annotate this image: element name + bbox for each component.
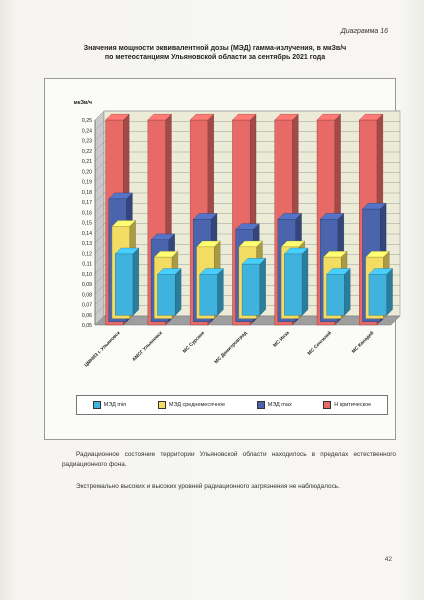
bar [115, 254, 133, 316]
x-tick-label: МС Димитровград [214, 330, 249, 366]
y-tick-label: 0,11 [82, 261, 92, 268]
legend-label: Н критическое [334, 402, 372, 408]
y-tick-label: 0,17 [81, 200, 92, 206]
y-tick-label: 0,23 [81, 138, 92, 145]
legend-item [323, 401, 371, 409]
x-tick-label: ЦМНИЗ г. Ульяновск [83, 330, 122, 369]
page-number: 42 [384, 556, 392, 563]
bar [200, 274, 218, 315]
y-tick-label: 0,08 [81, 292, 92, 299]
bar-side [387, 268, 393, 315]
diagram-number: Диаграмма 16 [340, 28, 388, 35]
bar [369, 274, 387, 315]
legend-swatch [158, 401, 166, 409]
bar-side [344, 268, 350, 315]
paragraph-no-contamination: Экстремально высоких и высоких уровней радиационного загрязнения не наблюдалось. [76, 483, 340, 490]
bar-side [260, 258, 266, 315]
bar-side [175, 268, 181, 315]
y-tick-label: 0,13 [81, 241, 92, 247]
y-tick-label: 0,19 [81, 179, 92, 186]
legend-swatch [257, 401, 265, 409]
y-tick-label: 0,21 [81, 159, 92, 165]
y-tick-label: 0,05 [81, 323, 92, 329]
legend-swatch [323, 401, 331, 409]
legend-item [257, 401, 292, 409]
y-axis-label: мкЗв/ч [73, 100, 92, 106]
legend-swatch [93, 401, 101, 409]
legend-label: МЭД min [103, 402, 127, 408]
x-tick-label: МС Канадей [351, 330, 376, 355]
y-tick-label: 0,22 [81, 148, 92, 155]
legend-item [158, 401, 225, 409]
bar [242, 264, 260, 315]
y-tick-label: 0,24 [81, 128, 92, 135]
legend-label: МЭД max [267, 402, 292, 408]
y-tick-label: 0,20 [81, 169, 92, 176]
bar [284, 254, 302, 316]
y-tick-label: 0,25 [81, 118, 92, 124]
bar [158, 274, 176, 315]
y-tick-label: 0,07 [81, 302, 92, 309]
y-tick-label: 0,14 [81, 230, 92, 237]
x-tick-label: МС Сенгилей [307, 330, 333, 357]
x-tick-label: АМСГ Ульяновск [131, 330, 164, 363]
chart-legend [76, 395, 388, 415]
chart-title-line2: по метеостанциям Ульяновской области за сентябрь 2021 года [104, 54, 326, 61]
bar-side [218, 268, 224, 315]
legend-item [93, 401, 126, 409]
legend-label: МЭД среднемесячное [168, 402, 226, 408]
x-tick-label: МС Сурское [182, 330, 207, 355]
y-tick-label: 0,10 [81, 271, 92, 278]
y-tick-label: 0,16 [81, 210, 92, 217]
y-tick-label: 0,12 [81, 251, 92, 258]
paragraph-radiation-status: Радиационное состояние территории Ульяновской области находилось в пределах естественного радиационного фона. [62, 451, 396, 468]
y-tick-label: 0,09 [81, 282, 92, 288]
chart-title-line1: Значения мощности эквивалентной дозы (МЭД) гамма-излучения, в мкЗв/ч [83, 45, 347, 52]
y-tick-label: 0,18 [81, 189, 92, 196]
bar [327, 274, 345, 315]
bar-side [302, 248, 308, 315]
bar-side [133, 248, 139, 315]
y-tick-label: 0,06 [81, 312, 92, 319]
y-tick-label: 0,15 [81, 220, 92, 227]
x-tick-label: МС Инза [272, 330, 291, 349]
